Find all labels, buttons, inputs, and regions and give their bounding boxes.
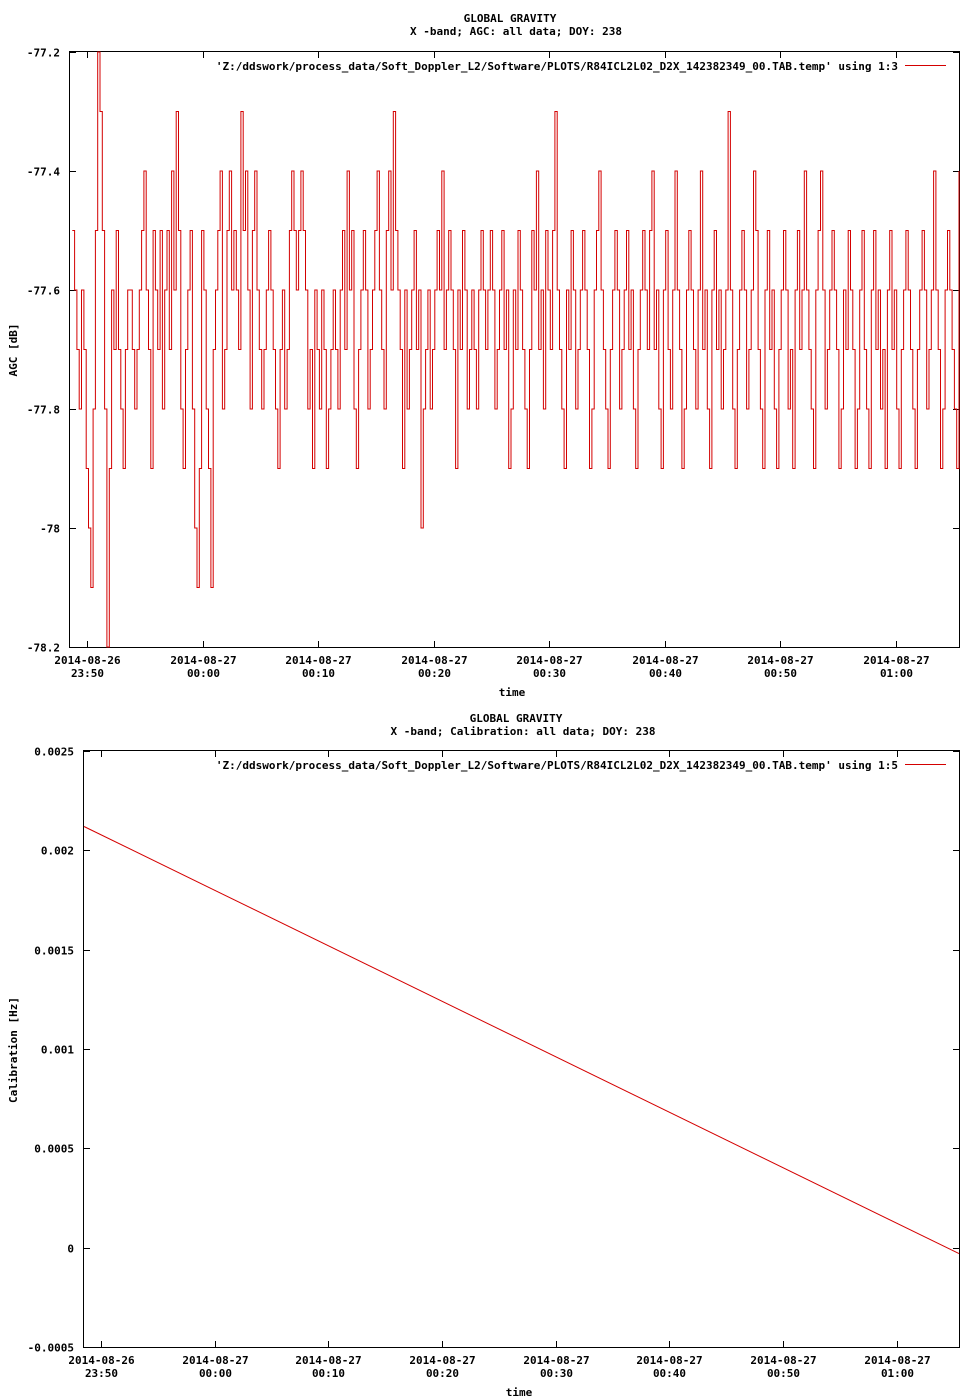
- calibration-x-tick-date: 2014-08-27: [636, 1354, 703, 1367]
- agc-plot-frame: [70, 52, 960, 648]
- agc-x-tick-date: 2014-08-27: [401, 654, 468, 667]
- calibration-x-tick-date: 2014-08-27: [295, 1354, 362, 1367]
- calibration-y-tick-label: -0.0005: [27, 1341, 74, 1355]
- agc-x-tick-time: 00:00: [186, 667, 221, 680]
- calibration-x-tick-date: 2014-08-27: [409, 1354, 476, 1367]
- calibration-y-tick-label: 0.002: [40, 844, 74, 858]
- agc-x-tick-time: 01:00: [879, 667, 914, 680]
- agc-x-tick-date: 2014-08-27: [170, 654, 237, 667]
- agc-y-tick-label: -77.2: [26, 46, 60, 60]
- agc-x-tick-time: 23:50: [70, 667, 105, 680]
- calibration-x-tick-date: 2014-08-27: [864, 1354, 931, 1367]
- calibration-chart: [7, 712, 960, 1399]
- agc-chart-subtitle: X -band; AGC: all data; DOY: 238: [410, 25, 622, 38]
- calibration-x-tick-date: 2014-08-27: [523, 1354, 590, 1367]
- agc-x-tick-time: 00:30: [532, 667, 567, 680]
- calibration-x-tick-time: 00:30: [539, 1367, 574, 1380]
- agc-x-tick-date: 2014-08-26: [54, 654, 121, 667]
- calibration-x-tick-time: 23:50: [84, 1367, 119, 1380]
- agc-x-tick-time: 00:40: [648, 667, 683, 680]
- calibration-y-tick-label: 0: [67, 1242, 74, 1256]
- agc-x-tick-time: 00:20: [417, 667, 452, 680]
- calibration-series-line: [84, 827, 959, 1254]
- agc-y-tick-label: -77.4: [26, 165, 60, 179]
- calibration-plot-frame: [84, 751, 960, 1348]
- agc-x-tick-time: 00:50: [763, 667, 798, 680]
- calibration-x-axis-label: time: [505, 1386, 533, 1399]
- agc-y-axis-label: AGC [dB]: [7, 323, 20, 377]
- agc-x-tick-time: 00:10: [301, 667, 336, 680]
- calibration-x-tick-time: 00:10: [311, 1367, 346, 1380]
- agc-y-axis: [27, 47, 959, 655]
- calibration-x-tick-time: 00:50: [766, 1367, 801, 1380]
- calibration-x-tick-time: 00:00: [198, 1367, 233, 1380]
- calibration-chart-subtitle: X -band; Calibration: all data; DOY: 238: [390, 725, 656, 738]
- agc-y-tick-label: -77.8: [26, 403, 60, 417]
- agc-chart-title: GLOBAL GRAVITY: [463, 12, 557, 25]
- agc-y-tick-label: -78.2: [26, 641, 60, 655]
- agc-chart: [7, 12, 960, 699]
- agc-legend-label: 'Z:/ddswork/process_data/Soft_Doppler_L2/Software/PLOTS/R84ICL2L02_D2X_142382349_00.TAB.temp' using 1:3: [215, 60, 898, 73]
- agc-x-tick-date: 2014-08-27: [747, 654, 814, 667]
- agc-x-tick-date: 2014-08-27: [863, 654, 930, 667]
- calibration-x-tick-time: 01:00: [880, 1367, 915, 1380]
- calibration-chart-title: GLOBAL GRAVITY: [469, 712, 563, 725]
- calibration-y-tick-label: 0.0015: [34, 944, 74, 958]
- agc-series-line: [72, 52, 959, 647]
- agc-x-tick-date: 2014-08-27: [285, 654, 352, 667]
- agc-y-tick-label: -77.6: [26, 284, 60, 298]
- calibration-x-tick-date: 2014-08-27: [182, 1354, 249, 1367]
- calibration-y-axis-label: Calibration [Hz]: [7, 997, 20, 1103]
- agc-y-tick-label: -78: [40, 522, 60, 536]
- calibration-x-tick-time: 00:20: [425, 1367, 460, 1380]
- calibration-x-tick-date: 2014-08-26: [68, 1354, 135, 1367]
- calibration-legend-label: 'Z:/ddswork/process_data/Soft_Doppler_L2/Software/PLOTS/R84ICL2L02_D2X_142382349_00.TAB.temp' using 1:5: [215, 759, 898, 772]
- calibration-x-axis: [68, 751, 930, 1380]
- agc-x-tick-date: 2014-08-27: [516, 654, 583, 667]
- calibration-y-tick-label: 0.0005: [34, 1142, 74, 1156]
- agc-x-axis-label: time: [498, 686, 526, 699]
- calibration-y-axis: [28, 746, 959, 1355]
- calibration-x-tick-time: 00:40: [652, 1367, 687, 1380]
- calibration-x-tick-date: 2014-08-27: [750, 1354, 817, 1367]
- calibration-y-tick-label: 0.0025: [34, 745, 74, 759]
- agc-x-tick-date: 2014-08-27: [632, 654, 699, 667]
- calibration-y-tick-label: 0.001: [40, 1043, 74, 1057]
